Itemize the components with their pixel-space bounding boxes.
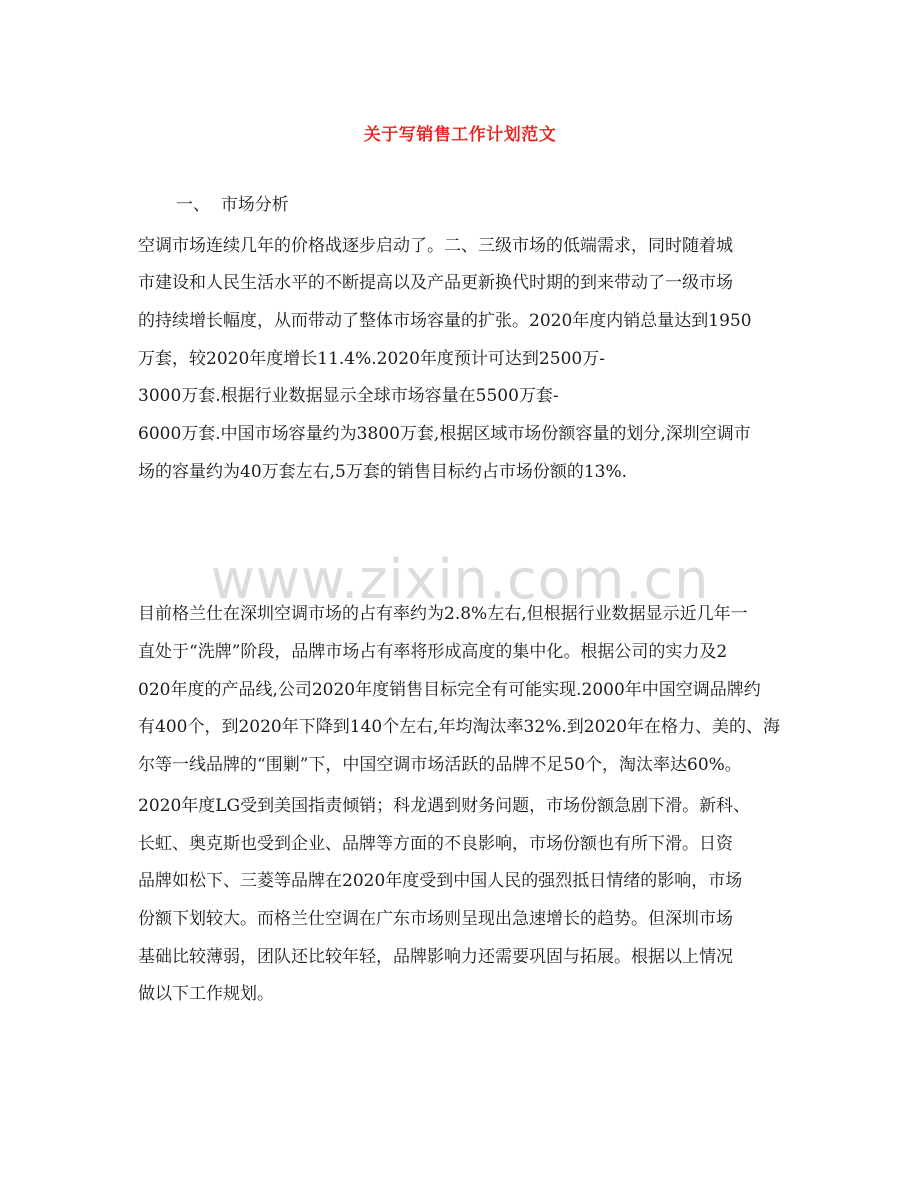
paragraph-1-line: 万套，较2020年度增长11.4%.2020年度预计可达到2500万- <box>138 349 605 369</box>
document-title: 关于写销售工作计划范文 <box>363 125 557 145</box>
paragraph-2-line: 尔等一线品牌的“围剿”下，中国空调市场活跃的品牌不足50个，淘汰率达60%。 <box>138 755 742 775</box>
section-heading: 一、 市场分析 <box>176 195 289 215</box>
paragraph-3-line: 2020年度LG受到美国指责倾销；科龙遇到财务问题，市场份额急剧下滑。新科、 <box>138 796 751 816</box>
paragraph-1-line: 6000万套.中国市场容量约为3800万套,根据区域市场份额容量的划分,深圳空调市 <box>138 424 751 444</box>
paragraph-2-line: 目前格兰仕在深圳空调市场的占有率约为2.8%左右,但根据行业数据显示近几年一 <box>138 604 748 624</box>
paragraph-3-line: 品牌如松下、三菱等品牌在2020年度受到中国人民的强烈抵日情绪的影响，市场 <box>138 871 743 891</box>
paragraph-1-line: 3000万套.根据行业数据显示全球市场容量在5500万套- <box>138 386 559 406</box>
paragraph-2-line: 020年度的产品线,公司2020年度销售目标完全有可能实现.2000年中国空调品牌约 <box>138 680 761 700</box>
paragraph-1-line: 的持续增长幅度，从而带动了整体市场容量的扩张。2020年度内销总量达到1950 <box>138 311 752 331</box>
paragraph-3-line: 长虹、奥克斯也受到企业、品牌等方面的不良影响，市场份额也有所下滑。日资 <box>138 834 733 854</box>
paragraph-1-line: 场的容量约为40万套左右,5万套的销售目标约占市场份额的13%. <box>138 462 628 482</box>
paragraph-1-line: 市建设和人民生活水平的不断提高以及产品更新换代时期的到来带动了一级市场 <box>138 273 733 293</box>
paragraph-3-line: 份额下划较大。而格兰仕空调在广东市场则呈现出急速增长的趋势。但深圳市场 <box>138 909 733 929</box>
paragraph-2-line: 有400个，到2020年下降到140个左右,年均淘汰率32%.到2020年在格力、美的、海 <box>138 717 781 737</box>
paragraph-2-line: 直处于“洗牌”阶段，品牌市场占有率将形成高度的集中化。根据公司的实力及2 <box>138 642 728 662</box>
paragraph-3-line: 做以下工作规划。 <box>138 984 274 1004</box>
watermark: www.zixin.com.cn <box>210 548 710 611</box>
paragraph-1-line: 空调市场连续几年的价格战逐步启动了。二、三级市场的低端需求，同时随着城 <box>138 236 733 256</box>
paragraph-3-line: 基础比较薄弱，团队还比较年轻，品牌影响力还需要巩固与拓展。根据以上情况 <box>138 947 733 967</box>
